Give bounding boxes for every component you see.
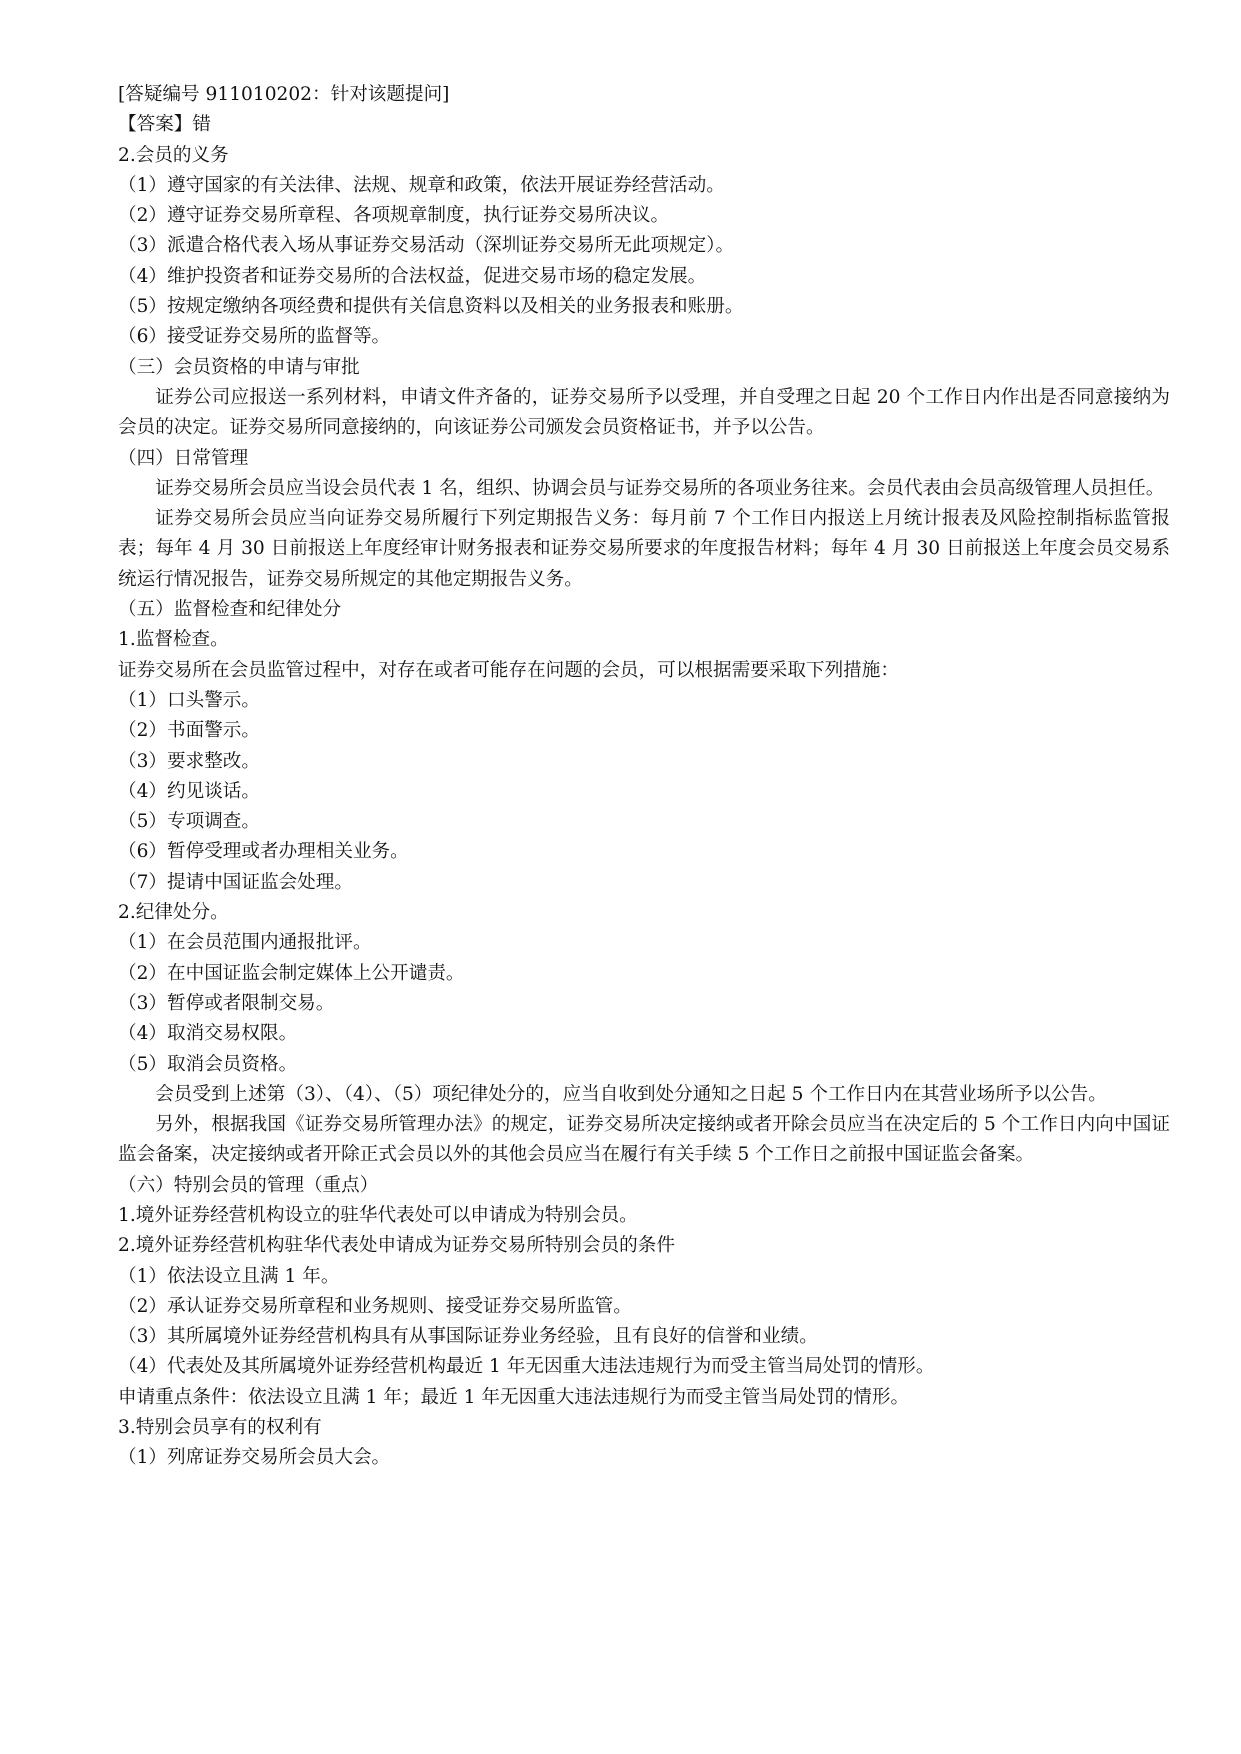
- list-item: （3）要求整改。: [118, 750, 260, 772]
- list-item: （4）约见谈话。: [118, 780, 260, 802]
- subsection-heading: 3.特别会员享有的权利有: [118, 1417, 322, 1439]
- list-item: （1）列席证券交易所会员大会。: [118, 1447, 391, 1469]
- list-item: （1）依法设立且满 1 年。: [118, 1265, 340, 1287]
- list-item: （6）暂停受理或者办理相关业务。: [118, 841, 409, 863]
- list-item: （4）代表处及其所属境外证券经营机构最近 1 年无因重大违法违规行为而受主管当局处罚的情形。: [118, 1356, 935, 1378]
- list-item: （4）维护投资者和证券交易所的合法权益，促进交易市场的稳定发展。: [118, 265, 707, 287]
- answer-label: 【答案】错: [118, 114, 211, 136]
- paragraph: 证券交易所在会员监管过程中，对存在或者可能存在问题的会员，可以根据需要采取下列措施：: [118, 659, 899, 681]
- list-item: （2）书面警示。: [118, 720, 260, 742]
- list-item: （2）承认证券交易所章程和业务规则、接受证券交易所监管。: [118, 1295, 632, 1317]
- paragraph: 证券交易所会员应当向证券交易所履行下列定期报告义务：每月前 7 个工作日内报送上月统计报表及风险控制指标监管报表；每年 4 月 30 日前报送上年度经审计财务报表和证券交易所要求的年度报告材料；每年 4 月 30 日前报送上年度会员交易系统运行情况报告，证券交易所规定的其他定期报告义务。: [118, 508, 1170, 590]
- list-item: （1）口头警示。: [118, 689, 260, 711]
- list-item: （7）提请中国证监会处理。: [118, 871, 353, 893]
- paragraph: 会员受到上述第（3）、（4）、（5）项纪律处分的，应当自收到处分通知之日起 5 个工作日内在其营业场所予以公告。: [155, 1083, 1107, 1105]
- list-item: （5）取消会员资格。: [118, 1053, 298, 1075]
- subsection-heading: 2.纪律处分。: [118, 902, 229, 924]
- list-item: （5）按规定缴纳各项经费和提供有关信息资料以及相关的业务报表和账册。: [118, 296, 744, 318]
- subsection-heading: 2.境外证券经营机构驻华代表处申请成为证券交易所特别会员的条件: [118, 1235, 675, 1257]
- section-heading: 2.会员的义务: [118, 144, 229, 166]
- section-heading: （三）会员资格的申请与审批: [118, 356, 360, 378]
- document-page: [118, 80, 1170, 1474]
- list-item: （3）其所属境外证券经营机构具有从事国际证券业务经验，且有良好的信誉和业绩。: [118, 1326, 818, 1348]
- paragraph: 申请重点条件：依法设立且满 1 年；最近 1 年无因重大违法违规行为而受主管当局处罚的情形。: [118, 1386, 910, 1408]
- question-ref: [答疑编号 911010202：针对该题提问]: [118, 84, 450, 105]
- list-item: （1）遵守国家的有关法律、法规、规章和政策，依法开展证券经营活动。: [118, 174, 725, 196]
- paragraph: 证券交易所会员应当设会员代表 1 名，组织、协调会员与证券交易所的各项业务往来。会员代表由会员高级管理人员担任。: [155, 477, 1165, 499]
- section-heading: （五）监督检查和纪律处分: [118, 599, 342, 621]
- paragraph: 证券公司应报送一系列材料，申请文件齐备的，证券交易所予以受理，并自受理之日起 20 个工作日内作出是否同意接纳为会员的决定。证券交易所同意接纳的，向该证券公司颁发会员资格证书，并予以公告。: [118, 386, 1170, 439]
- list-item: （6）接受证券交易所的监督等。: [118, 326, 391, 348]
- list-item: （2）遵守证券交易所章程、各项规章制度，执行证券交易所决议。: [118, 205, 670, 227]
- list-item: （3）暂停或者限制交易。: [118, 992, 335, 1014]
- subsection-heading: 1.境外证券经营机构设立的驻华代表处可以申请成为特别会员。: [118, 1204, 638, 1226]
- list-item: （3）派遣合格代表入场从事证券交易活动（深圳证券交易所无此项规定）。: [118, 235, 735, 257]
- paragraph: 另外，根据我国《证券交易所管理办法》的规定，证券交易所决定接纳或者开除会员应当在决定后的 5 个工作日内向中国证监会备案，决定接纳或者开除正式会员以外的其他会员应当在履行有关手续 5 个工作日之前报中国证监会备案。: [118, 1114, 1170, 1166]
- section-heading: （六）特别会员的管理（重点）: [118, 1174, 379, 1196]
- list-item: （1）在会员范围内通报批评。: [118, 932, 372, 954]
- list-item: （2）在中国证监会制定媒体上公开谴责。: [118, 962, 465, 984]
- section-heading: （四）日常管理: [118, 447, 249, 469]
- subsection-heading: 1.监督检查。: [118, 629, 229, 651]
- list-item: （5）专项调查。: [118, 811, 260, 833]
- list-item: （4）取消交易权限。: [118, 1023, 298, 1045]
